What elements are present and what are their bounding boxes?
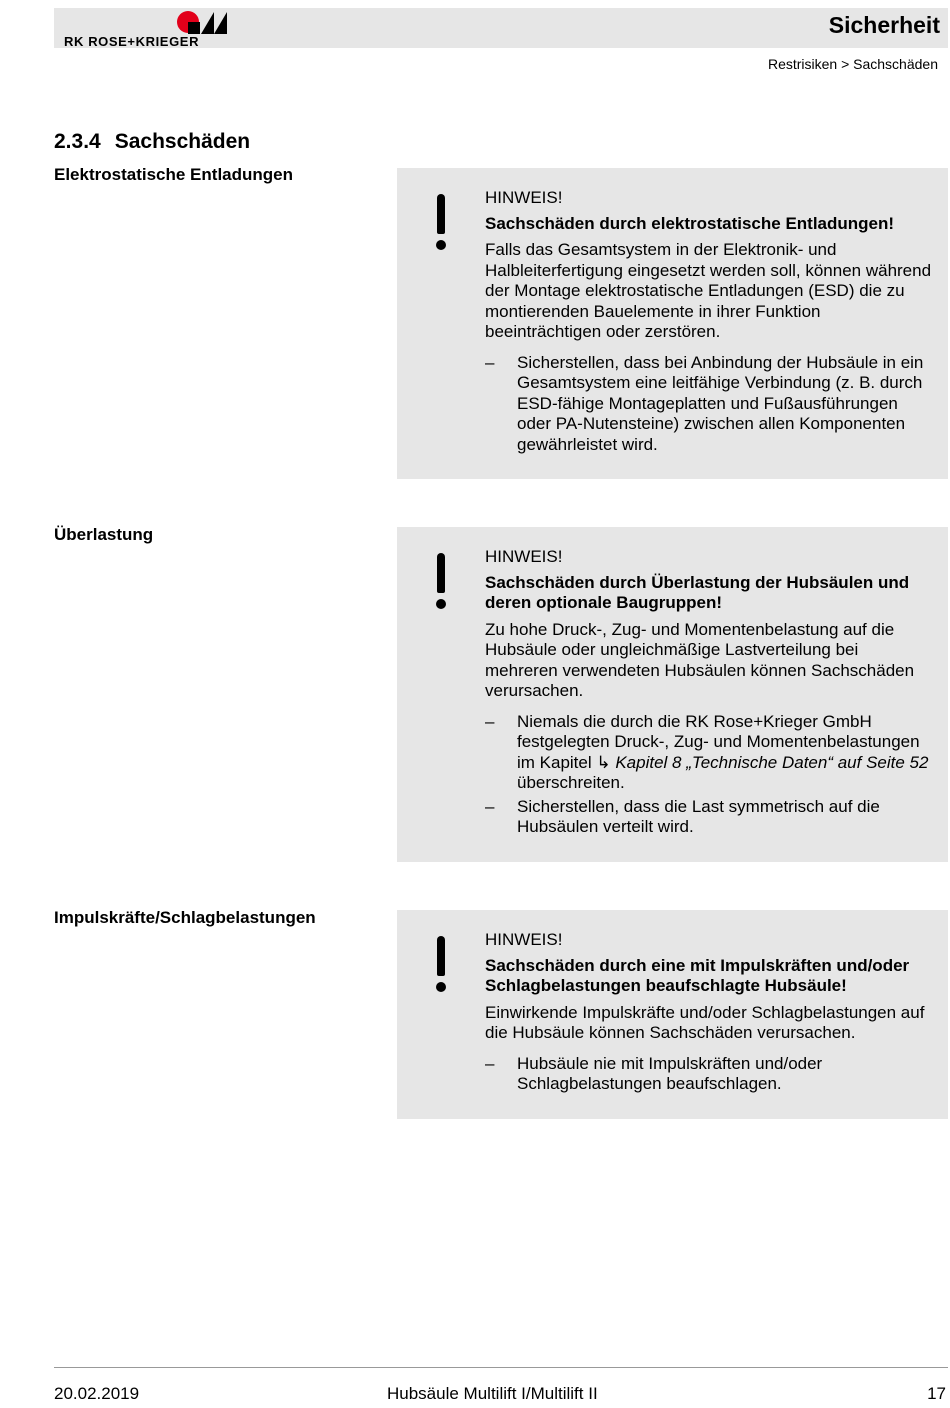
footer-divider — [54, 1367, 948, 1368]
link-arrow-icon: ↳ — [596, 752, 616, 772]
list-item — [485, 353, 935, 456]
list-item — [485, 1054, 935, 1095]
dash-bullet: – — [485, 352, 495, 372]
list-item-text: Hubsäule nie mit Impulskräften und/oder Schlagbelastungen beaufschlagen. — [517, 1053, 823, 1093]
list-item-text: Niemals die durch die RK Rose+Krieger GmbH festgelegten Druck-, Zug- und Momentenbelastungen im Kapitel — [517, 711, 920, 772]
notice-box-impulse — [397, 910, 948, 1119]
footer-date: 20.02.2019 — [54, 1384, 140, 1403]
side-label-impulse: Impulskräfte/Schlagbelastungen — [54, 908, 316, 927]
section-heading — [54, 130, 250, 154]
section-number: 2.3.4 — [54, 130, 101, 153]
page-number: 17 — [927, 1384, 946, 1403]
side-label-overload: Überlastung — [54, 525, 154, 544]
notice-heading: Sachschäden durch elektrostatische Entladungen! — [485, 213, 895, 233]
logo-mark-icon — [64, 10, 234, 36]
chapter-title: Sicherheit — [828, 12, 940, 38]
footer-title: Hubsäule Multilift I/Multilift II — [387, 1384, 598, 1403]
dash-bullet: – — [485, 711, 495, 731]
notice-text: Falls das Gesamtsystem in der Elektronik- und Halbleiterfertigung eingesetzt werden soll, können während der Montage elektrostatische Entladungen (ESD) die zu montierenden Bauelemente in ihrer Funktion beeinträchtigen oder zerstören. — [485, 240, 932, 341]
list-item-text-end: überschreiten. — [517, 773, 625, 792]
exclamation-icon — [435, 553, 447, 611]
dash-bullet: – — [485, 796, 495, 816]
list-item-text: Sicherstellen, dass die Last symmetrisch auf die Hubsäulen verteilt wird. — [517, 796, 880, 836]
signal-word: HINWEIS! — [485, 930, 563, 949]
breadcrumb: Restrisiken > Sachschäden — [767, 56, 938, 72]
list-item — [485, 797, 935, 838]
chapter-link[interactable]: Kapitel 8 „Technische Daten“ auf Seite 52 — [615, 752, 929, 772]
company-logo — [64, 10, 234, 50]
logo-text: RK ROSE+KRIEGER — [64, 34, 200, 49]
section-title: Sachschäden — [114, 130, 251, 153]
signal-word: HINWEIS! — [485, 547, 563, 566]
notice-heading: Sachschäden durch Überlastung der Hubsäulen und deren optionale Baugruppen! — [485, 572, 910, 612]
notice-box-esd — [397, 168, 948, 479]
exclamation-icon — [435, 936, 447, 994]
list-item — [485, 712, 935, 794]
signal-word: HINWEIS! — [485, 188, 563, 207]
exclamation-icon — [435, 194, 447, 252]
notice-text: Zu hohe Druck-, Zug- und Momentenbelastung auf die Hubsäule oder ungleichmäßige Lastverteilung bei mehreren verwendeten Hubsäulen können Sachschäden verursachen. — [485, 619, 915, 700]
notice-heading: Sachschäden durch eine mit Impulskräften und/oder Schlagbelastungen beaufschlagte Hubsäule! — [485, 955, 910, 995]
side-label-esd: Elektrostatische Entladungen — [54, 165, 293, 184]
list-item-text: Sicherstellen, dass bei Anbindung der Hubsäule in ein Gesamtsystem eine leitfähige Verbindung (z. B. durch ESD-fähige Montageplatten und Fußausführungen oder PA-Nutensteine) zwischen allen Komponenten gewährleistet wird. — [517, 352, 924, 454]
dash-bullet: – — [485, 1053, 495, 1073]
notice-box-overload — [397, 527, 948, 862]
notice-text: Einwirkende Impulskräfte und/oder Schlagbelastungen auf die Hubsäule können Sachschäden verursachen. — [485, 1002, 925, 1042]
